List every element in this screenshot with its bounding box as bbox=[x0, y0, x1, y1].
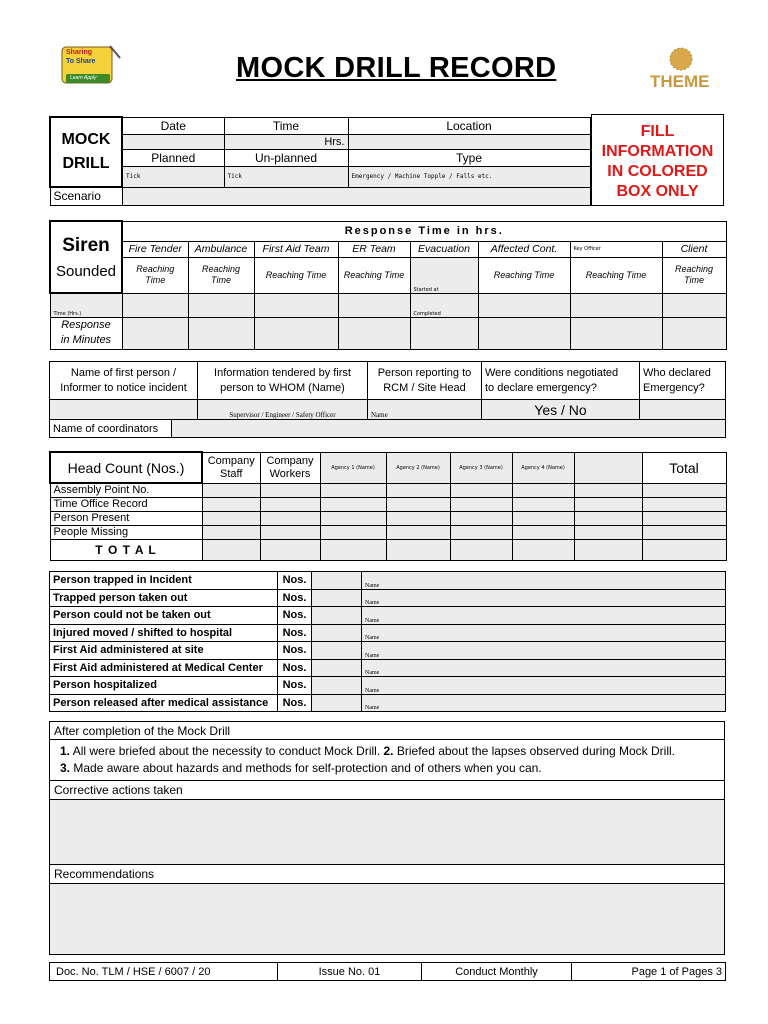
theme-logo-text: THEME bbox=[650, 72, 710, 91]
grand-total-input[interactable] bbox=[320, 539, 386, 560]
reaching-time-label: Reaching Time bbox=[122, 257, 188, 293]
type-header: Type bbox=[348, 149, 590, 166]
response-time-input[interactable] bbox=[662, 293, 726, 317]
location-header: Location bbox=[348, 117, 590, 134]
siren-label: Siren bbox=[62, 234, 110, 256]
response-minutes-input[interactable] bbox=[254, 317, 338, 349]
name-hint: Name bbox=[365, 582, 380, 589]
person-row-label: Person could not be taken out bbox=[50, 607, 278, 625]
started-at-hint: Started at bbox=[413, 286, 439, 293]
issue-number: Issue No. 01 bbox=[278, 963, 422, 981]
headcount-input[interactable] bbox=[642, 483, 726, 497]
grand-total-input[interactable] bbox=[642, 539, 726, 560]
headcount-input[interactable] bbox=[574, 483, 642, 497]
unplanned-tick[interactable] bbox=[224, 166, 348, 187]
name-hint: Name bbox=[371, 411, 388, 419]
nos-input[interactable] bbox=[312, 677, 362, 695]
fill-note-line-2: INFORMATION bbox=[601, 143, 714, 160]
logo-text-line-1: Sharing bbox=[66, 49, 93, 56]
person-name-input[interactable] bbox=[362, 572, 726, 590]
nos-label: Nos. bbox=[278, 607, 312, 625]
person-name-input[interactable] bbox=[362, 659, 726, 677]
siren-column-header: Affected Cont. bbox=[478, 241, 570, 257]
agency-name-input[interactable]: Agency 4 (Name) bbox=[512, 452, 574, 483]
headcount-input[interactable] bbox=[386, 483, 450, 497]
planned-tick[interactable] bbox=[122, 166, 224, 187]
siren-table bbox=[49, 220, 727, 350]
response-time-title: Response Time in hrs. bbox=[122, 221, 726, 241]
person-name-input[interactable] bbox=[362, 642, 726, 660]
company-workers-header bbox=[260, 452, 320, 483]
type-hint: Emergency / Machine Topple / Falls etc. bbox=[351, 173, 493, 180]
nos-input[interactable] bbox=[312, 572, 362, 590]
grand-total-input[interactable] bbox=[386, 539, 450, 560]
response-minutes-input[interactable] bbox=[122, 317, 188, 349]
person-reporting-header-2: RCM / Site Head bbox=[383, 381, 466, 394]
headcount-input[interactable] bbox=[260, 497, 320, 511]
first-person-input[interactable] bbox=[50, 400, 198, 420]
headcount-input[interactable] bbox=[642, 511, 726, 525]
yes-no-field[interactable] bbox=[482, 400, 640, 420]
persons-table bbox=[49, 571, 726, 712]
information-tendered-header-1: Information tendered by first bbox=[214, 366, 351, 379]
who-declared-header bbox=[640, 362, 726, 400]
information-tendered-input[interactable] bbox=[198, 400, 368, 420]
siren-time-input[interactable] bbox=[50, 293, 122, 317]
headcount-input[interactable] bbox=[642, 497, 726, 511]
company-staff-line-2: Staff bbox=[220, 467, 243, 480]
first-person-header bbox=[50, 362, 198, 400]
response-label: Response bbox=[61, 319, 111, 331]
first-person-header-2: Informer to notice incident bbox=[60, 381, 187, 394]
headcount-input[interactable] bbox=[574, 525, 642, 539]
name-hint: Name bbox=[365, 600, 380, 606]
drill-table bbox=[49, 116, 591, 206]
mock-drill-label bbox=[50, 117, 122, 187]
nos-label: Nos. bbox=[278, 642, 312, 660]
headcount-input[interactable] bbox=[386, 511, 450, 525]
headcount-input[interactable] bbox=[574, 511, 642, 525]
headcount-row-label: Assembly Point No. bbox=[50, 483, 202, 497]
date-input[interactable] bbox=[122, 134, 224, 149]
person-row-label: Trapped person taken out bbox=[50, 589, 278, 607]
fill-note-line-4: BOX ONLY bbox=[616, 183, 699, 200]
note-text-3: Made aware about hazards and methods for self-protection and of others when you can. bbox=[70, 761, 542, 775]
logo-text-line-2: To Share bbox=[66, 58, 96, 65]
headcount-row-label: Person Present bbox=[50, 511, 202, 525]
page-number: Page 1 of Pages 3 bbox=[572, 963, 726, 981]
name-hint: Name bbox=[365, 635, 380, 641]
siren-column-header: Fire Tender bbox=[122, 241, 188, 257]
nos-label: Nos. bbox=[278, 659, 312, 677]
reaching-time-label: Reaching Time bbox=[188, 257, 254, 293]
reaching-time-label: Reaching Time bbox=[478, 257, 570, 293]
siren-column-header: Ambulance bbox=[188, 241, 254, 257]
recommendations-input[interactable] bbox=[50, 884, 724, 954]
planned-header: Planned bbox=[122, 149, 224, 166]
siren-column-header: Client bbox=[662, 241, 726, 257]
after-note-line-1 bbox=[60, 743, 714, 760]
headcount-input[interactable] bbox=[260, 483, 320, 497]
headcount-input[interactable] bbox=[512, 483, 574, 497]
headcount-input[interactable] bbox=[450, 497, 512, 511]
in-minutes-label: in Minutes bbox=[60, 334, 112, 346]
reaching-time-label: Reaching Time bbox=[254, 257, 338, 293]
headcount-input[interactable] bbox=[450, 511, 512, 525]
headcount-input[interactable] bbox=[450, 483, 512, 497]
headcount-input[interactable] bbox=[512, 525, 574, 539]
headcount-input[interactable] bbox=[202, 483, 260, 497]
person-name-input[interactable] bbox=[362, 624, 726, 642]
siren-column-header: Key Officer bbox=[570, 241, 662, 257]
siren-column-header: ER Team bbox=[338, 241, 410, 257]
after-completion-section bbox=[49, 721, 725, 955]
response-minutes-input[interactable] bbox=[662, 317, 726, 349]
note-number-1: 1. bbox=[60, 744, 71, 758]
time-header: Time bbox=[224, 117, 348, 134]
headcount-row-label: Time Office Record bbox=[50, 497, 202, 511]
logo-text-line-3: Learn Apply bbox=[70, 75, 97, 81]
yes-no-text: Yes / No bbox=[534, 401, 587, 418]
note-number-3: 3. bbox=[60, 761, 71, 775]
grand-total-input[interactable] bbox=[450, 539, 512, 560]
name-hint: Name bbox=[365, 687, 380, 694]
nos-label: Nos. bbox=[278, 572, 312, 590]
reaching-time-label: Reaching Time bbox=[338, 257, 410, 293]
grand-total-input[interactable] bbox=[260, 539, 320, 560]
date-header: Date bbox=[122, 117, 224, 134]
who-declared-input[interactable] bbox=[640, 400, 726, 420]
grand-total-label: T O T A L bbox=[50, 539, 202, 560]
nos-input[interactable] bbox=[312, 589, 362, 607]
nos-input[interactable] bbox=[312, 694, 362, 712]
grand-total-input[interactable] bbox=[512, 539, 574, 560]
response-in-minutes-label bbox=[50, 317, 122, 349]
siren-sounded-label bbox=[50, 221, 122, 293]
siren-column-header: Evacuation bbox=[410, 241, 478, 257]
name-hint: Name bbox=[365, 617, 380, 624]
tick-hint-1: Tick bbox=[126, 173, 141, 180]
headcount-input[interactable] bbox=[202, 525, 260, 539]
response-time-input[interactable] bbox=[478, 293, 570, 317]
headcount-input[interactable] bbox=[320, 497, 386, 511]
person-row-label: First Aid administered at site bbox=[50, 642, 278, 660]
grand-total-input[interactable] bbox=[574, 539, 642, 560]
response-time-input[interactable] bbox=[122, 293, 188, 317]
person-row-label: First Aid administered at Medical Center bbox=[50, 659, 278, 677]
headcount-input[interactable] bbox=[512, 497, 574, 511]
type-input[interactable] bbox=[348, 166, 590, 187]
total-header: Total bbox=[642, 452, 726, 483]
name-hint: Name bbox=[365, 670, 380, 676]
person-name-input[interactable] bbox=[362, 589, 726, 607]
person-name-input[interactable] bbox=[362, 607, 726, 625]
conditions-negotiated-header-1: Were conditions negotiated bbox=[485, 366, 619, 379]
time-input[interactable] bbox=[224, 134, 348, 149]
fill-information-note bbox=[591, 114, 724, 206]
company-staff-line-1: Company bbox=[207, 454, 255, 467]
theme-logo bbox=[648, 46, 714, 94]
conditions-negotiated-header bbox=[482, 362, 640, 400]
who-declared-header-2: Emergency? bbox=[643, 381, 705, 394]
after-completion-heading: After completion of the Mock Drill bbox=[50, 722, 724, 740]
name-hint: Name bbox=[365, 652, 380, 659]
person-reporting-input[interactable] bbox=[368, 400, 482, 420]
grand-total-input[interactable] bbox=[202, 539, 260, 560]
headcount-input[interactable] bbox=[202, 511, 260, 525]
headcount-input[interactable] bbox=[512, 511, 574, 525]
note-text-1: All were briefed about the necessity to conduct Mock Drill. bbox=[70, 744, 384, 758]
after-note-line-2 bbox=[60, 760, 714, 777]
tick-hint-2: Tick bbox=[227, 173, 242, 180]
information-tendered-header-2: person to WHOM (Name) bbox=[220, 381, 345, 394]
company-workers-line-1: Company bbox=[266, 454, 314, 467]
response-minutes-input[interactable] bbox=[410, 317, 478, 349]
page-title: MOCK DRILL RECORD bbox=[236, 52, 557, 84]
completed-hint: Completed bbox=[413, 310, 441, 317]
informer-table bbox=[49, 361, 726, 420]
headcount-input[interactable] bbox=[574, 497, 642, 511]
headcount-input[interactable] bbox=[642, 525, 726, 539]
headcount-input[interactable] bbox=[320, 525, 386, 539]
evacuation-complete-input[interactable] bbox=[410, 293, 478, 317]
note-number-2: 2. bbox=[383, 744, 394, 758]
coordinators-label: Name of coordinators bbox=[50, 420, 172, 438]
fill-note-line-3: IN COLORED bbox=[607, 163, 708, 180]
company-staff-header bbox=[202, 452, 260, 483]
headcount-row-label: People Missing bbox=[50, 525, 202, 539]
unplanned-header: Un-planned bbox=[224, 149, 348, 166]
siren-column-header: First Aid Team bbox=[254, 241, 338, 257]
extra-agency-input[interactable] bbox=[574, 452, 642, 483]
conditions-negotiated-header-2: to declare emergency? bbox=[485, 381, 597, 394]
person-row-label: Injured moved / shifted to hospital bbox=[50, 624, 278, 642]
information-tendered-header bbox=[198, 362, 368, 400]
reaching-time-label: Reaching Time bbox=[570, 257, 662, 293]
nos-label: Nos. bbox=[278, 624, 312, 642]
nos-input[interactable] bbox=[312, 624, 362, 642]
supervisor-hint: Supervisor / Engineer / Safety Officer bbox=[229, 411, 336, 419]
response-time-input[interactable] bbox=[254, 293, 338, 317]
who-declared-header-1: Who declared bbox=[643, 366, 711, 379]
headcount-input[interactable] bbox=[386, 497, 450, 511]
scenario-label: Scenario bbox=[50, 187, 122, 205]
recommendations-heading: Recommendations bbox=[50, 864, 724, 884]
after-completion-notes bbox=[50, 740, 724, 776]
headcount-input[interactable] bbox=[202, 497, 260, 511]
person-row-label: Person hospitalized bbox=[50, 677, 278, 695]
person-reporting-header-1: Person reporting to bbox=[377, 366, 472, 379]
conduct-frequency: Conduct Monthly bbox=[422, 963, 572, 981]
nos-label: Nos. bbox=[278, 694, 312, 712]
reaching-time-label: Reaching Time bbox=[662, 257, 726, 293]
person-name-input[interactable] bbox=[362, 694, 726, 712]
nos-input[interactable] bbox=[312, 659, 362, 677]
response-time-input[interactable] bbox=[188, 293, 254, 317]
mock-label: MOCK bbox=[61, 131, 111, 148]
agency-name-input[interactable]: Agency 3 (Name) bbox=[450, 452, 512, 483]
response-time-input[interactable] bbox=[338, 293, 410, 317]
headcount-input[interactable] bbox=[450, 525, 512, 539]
coordinators-input[interactable] bbox=[172, 420, 726, 438]
nos-label: Nos. bbox=[278, 589, 312, 607]
response-minutes-input[interactable] bbox=[338, 317, 410, 349]
name-hint: Name bbox=[365, 705, 380, 711]
company-logo bbox=[52, 44, 124, 88]
hrs-label: Hrs. bbox=[324, 135, 345, 148]
response-minutes-input[interactable] bbox=[478, 317, 570, 349]
footer-table bbox=[49, 962, 726, 981]
head-count-title: Head Count (Nos.) bbox=[50, 452, 202, 483]
time-hrs-hint: Time (Hrs.) bbox=[53, 310, 82, 317]
scenario-input[interactable] bbox=[122, 187, 590, 205]
headcount-input[interactable] bbox=[386, 525, 450, 539]
headcount-input[interactable] bbox=[320, 511, 386, 525]
response-minutes-input[interactable] bbox=[570, 317, 662, 349]
location-input[interactable] bbox=[348, 134, 590, 149]
nos-label: Nos. bbox=[278, 677, 312, 695]
company-workers-line-2: Workers bbox=[269, 467, 311, 480]
evacuation-start-input[interactable] bbox=[410, 257, 478, 293]
agency-name-input[interactable]: Agency 2 (Name) bbox=[386, 452, 450, 483]
sounded-label: Sounded bbox=[55, 262, 117, 280]
note-text-2: Briefed about the lapses observed during Mock Drill. bbox=[393, 744, 675, 758]
headcount-input[interactable] bbox=[320, 483, 386, 497]
person-row-label: Person trapped in Incident bbox=[50, 572, 278, 590]
person-name-input[interactable] bbox=[362, 677, 726, 695]
person-reporting-header bbox=[368, 362, 482, 400]
headcount-table bbox=[49, 451, 727, 561]
fill-note-line-1: FILL bbox=[640, 123, 675, 140]
drill-label: DRILL bbox=[62, 155, 110, 172]
coordinators-table bbox=[49, 419, 726, 438]
person-row-label: Person released after medical assistance bbox=[50, 694, 278, 712]
corrective-actions-heading: Corrective actions taken bbox=[50, 780, 724, 800]
headcount-input[interactable] bbox=[260, 511, 320, 525]
nos-input[interactable] bbox=[312, 607, 362, 625]
headcount-input[interactable] bbox=[260, 525, 320, 539]
response-minutes-input[interactable] bbox=[188, 317, 254, 349]
nos-input[interactable] bbox=[312, 642, 362, 660]
first-person-header-1: Name of first person / bbox=[70, 366, 177, 379]
doc-number: Doc. No. TLM / HSE / 6007 / 20 bbox=[50, 963, 278, 981]
corrective-actions-input[interactable] bbox=[50, 800, 724, 864]
agency-name-input[interactable]: Agency 1 (Name) bbox=[320, 452, 386, 483]
response-time-input[interactable] bbox=[570, 293, 662, 317]
